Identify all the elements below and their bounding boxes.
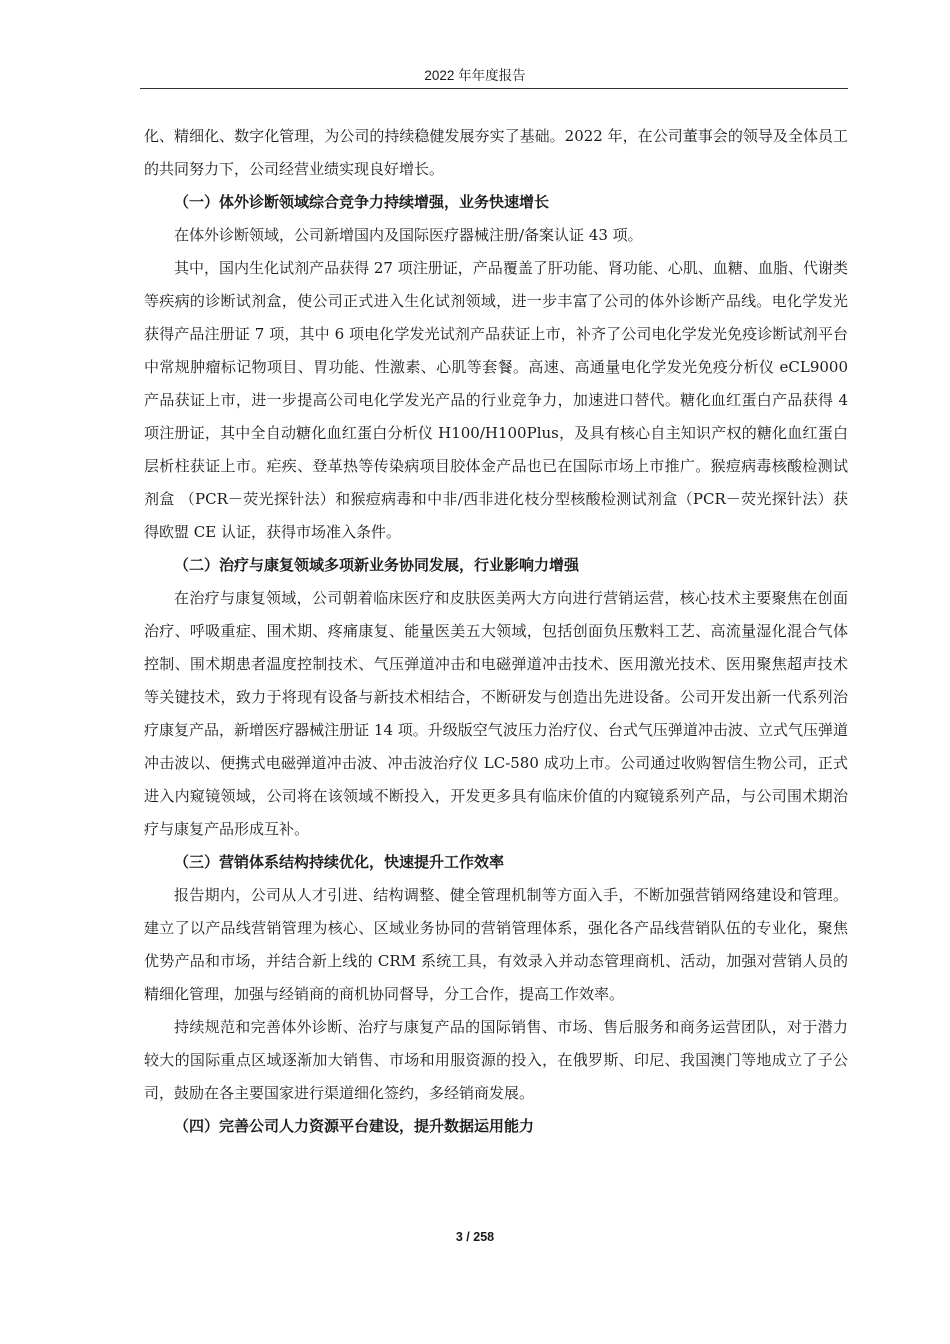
paragraph: 在治疗与康复领域，公司朝着临床医疗和皮肤医美两大方向进行营销运营，核心技术主要聚焦在创面治疗、呼吸重症、围术期、疼痛康复、能量医美五大领域，包括创面负压敷料工艺、高流量湿化混合气体控制、围术期患者温度控制技术、气压弹道冲击和电磁弹道冲击技术、医用激光技术、医用聚焦超声技术等关键技术，致力于将现有设备与新技术相结合，不断研发与创造出先进设备。公司开发出新一代系列治疗康复产品，新增医疗器械注册证 14 项。升级版空气波压力治疗仪、台式气压弹道冲击波、立式气压弹道冲击波以、便携式电磁弹道冲击波、冲击波治疗仪 LC-580 成功上市。公司通过收购智信生物公司，正式进入内窥镜领域，公司将在该领域不断投入，开发更多具有临床价值的内窥镜系列产品，与公司围术期治疗与康复产品形成互补。	[144, 589, 848, 838]
header-divider	[140, 88, 848, 89]
page-number: 3 / 258	[455, 1230, 495, 1244]
section-heading: （一）体外诊断领域综合竞争力持续增强，业务快速增长	[174, 193, 550, 211]
page-header: 2022 年年度报告	[424, 68, 526, 83]
paragraph: 报告期内，公司从人才引进、结构调整、健全管理机制等方面入手，不断加强营销网络建设和管理。建立了以产品线营销管理为核心、区域业务协同的营销管理体系，强化各产品线营销队伍的专业化，聚焦优势产品和市场，并结合新上线的 CRM 系统工具，有效录入并动态管理商机、活动，加强对营销人员的精细化管理，加强与经销商的商机协同督导，分工合作，提高工作效率。	[144, 886, 848, 1003]
section-heading: （三）营销体系结构持续优化，快速提升工作效率	[174, 853, 505, 871]
paragraph: 在体外诊断领域，公司新增国内及国际医疗器械注册/备案认证 43 项。	[174, 226, 643, 244]
section-heading: （四）完善公司人力资源平台建设，提升数据运用能力	[174, 1117, 535, 1135]
paragraph: 化、精细化、数字化管理，为公司的持续稳健发展夯实了基础。2022 年，在公司董事会的领导及全体员工的共同努力下，公司经营业绩实现良好增长。	[144, 127, 848, 178]
section-heading: （二）治疗与康复领域多项新业务协同发展，行业影响力增强	[174, 556, 580, 574]
document-body	[144, 120, 848, 1143]
paragraph: 持续规范和完善体外诊断、治疗与康复产品的国际销售、市场、售后服务和商务运营团队，对于潜力较大的国际重点区域逐渐加大销售、市场和用服资源的投入，在俄罗斯、印尼、我国澳门等地成立了子公司，鼓励在各主要国家进行渠道细化签约，多经销商发展。	[144, 1018, 848, 1102]
paragraph: 其中，国内生化试剂产品获得 27 项注册证，产品覆盖了肝功能、肾功能、心肌、血糖、血脂、代谢类等疾病的诊断试剂盒，使公司正式进入生化试剂领域，进一步丰富了公司的体外诊断产品线。电化学发光获得产品注册证 7 项，其中 6 项电化学发光试剂产品获证上市，补齐了公司电化学发光免疫诊断试剂平台中常规肿瘤标记物项目、胃功能、性激素、心肌等套餐。高速、高通量电化学发光免疫分析仪 eCL9000 产品获证上市，进一步提高公司电化学发光产品的行业竞争力，加速进口替代。糖化血红蛋白产品获得 4 项注册证，其中全自动糖化血红蛋白分析仪 H100/H100Plus，及具有核心自主知识产权的糖化血红蛋白层析柱获证上市。疟疾、登革热等传染病项目胶体金产品也已在国际市场上市推广。猴痘病毒核酸检测试剂盒 （PCR－荧光探针法）和猴痘病毒和中非/西非进化枝分型核酸检测试剂盒（PCR－荧光探针法）获得欧盟 CE 认证，获得市场准入条件。	[144, 259, 848, 541]
